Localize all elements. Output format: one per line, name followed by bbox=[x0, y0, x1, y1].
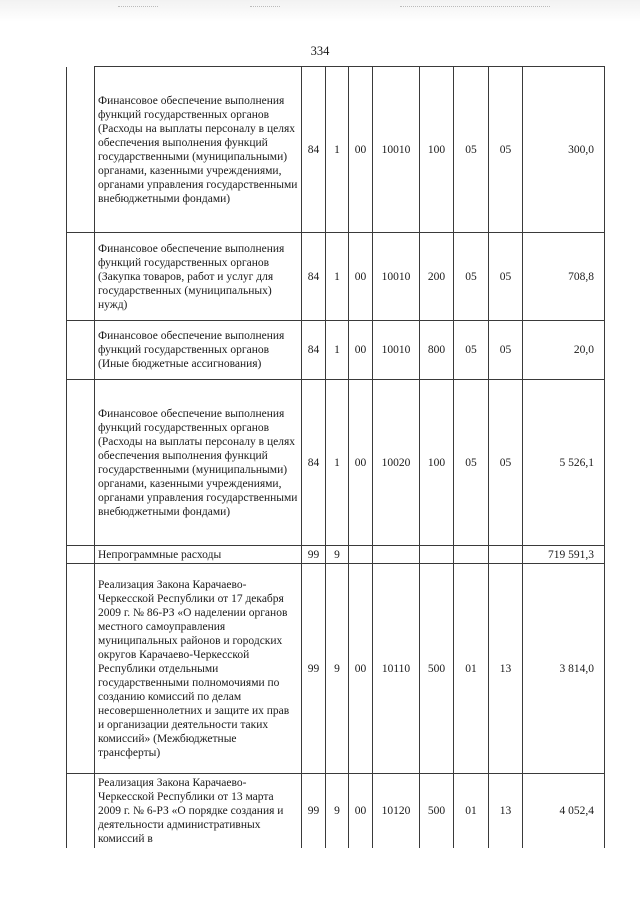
code-cell: 10110 bbox=[373, 564, 420, 774]
table-row bbox=[67, 67, 605, 233]
code-cell: 84 bbox=[302, 380, 326, 546]
code-cell: 100 bbox=[420, 67, 454, 233]
table-row bbox=[67, 546, 605, 564]
scan-noise bbox=[118, 6, 158, 10]
code-cell: 10120 bbox=[373, 774, 420, 848]
code-cell: 01 bbox=[454, 774, 489, 848]
code-cell: 84 bbox=[302, 321, 326, 380]
scan-edge bbox=[0, 0, 640, 22]
table-row bbox=[67, 774, 605, 848]
amount-cell: 719 591,3 bbox=[523, 546, 605, 564]
code-cell: 00 bbox=[349, 233, 373, 321]
code-cell bbox=[489, 546, 523, 564]
code-cell: 9 bbox=[326, 564, 349, 774]
amount-cell: 5 526,1 bbox=[523, 380, 605, 546]
code-cell bbox=[349, 546, 373, 564]
expense-name: Финансовое обеспечение выполнения функций государственных органов (Расходы на выплаты персоналу в целях обеспечения выполнения функций государственными (муниципальными) органами, казенными учреждениями, органами управления государственными внебюджетными фондами) bbox=[95, 67, 302, 233]
code-cell: 00 bbox=[349, 380, 373, 546]
amount-cell: 300,0 bbox=[523, 67, 605, 233]
expense-name: Реализация Закона Карачаево-Черкесской Республики от 17 декабря 2009 г. № 86-РЗ «О наделении органов местного самоуправления муниципальных районов и городских округов Карачаево-Черкесской Республики отдельными государственными полномочиями по созданию комиссий по делам несовершеннолетних и защите их прав и организации деятельности таких комиссий» (Межбюджетные трансферты) bbox=[95, 564, 302, 774]
code-cell: 10010 bbox=[373, 67, 420, 233]
code-cell: 84 bbox=[302, 67, 326, 233]
code-cell: 1 bbox=[326, 380, 349, 546]
empty-cell bbox=[67, 67, 95, 233]
table-row bbox=[67, 380, 605, 546]
code-cell: 13 bbox=[489, 774, 523, 848]
code-cell: 800 bbox=[420, 321, 454, 380]
code-cell: 00 bbox=[349, 321, 373, 380]
code-cell: 99 bbox=[302, 546, 326, 564]
code-cell: 1 bbox=[326, 67, 349, 233]
empty-cell bbox=[67, 380, 95, 546]
code-cell: 00 bbox=[349, 564, 373, 774]
expense-name: Финансовое обеспечение выполнения функций государственных органов (Закупка товаров, работ и услуг для государственных (муниципальных) нужд) bbox=[95, 233, 302, 321]
code-cell: 05 bbox=[454, 233, 489, 321]
table-row bbox=[67, 321, 605, 380]
code-cell: 05 bbox=[454, 67, 489, 233]
code-cell: 9 bbox=[326, 546, 349, 564]
code-cell: 05 bbox=[454, 380, 489, 546]
code-cell: 00 bbox=[349, 774, 373, 848]
code-cell: 99 bbox=[302, 564, 326, 774]
expense-name: Финансовое обеспечение выполнения функций государственных органов (Иные бюджетные ассигнования) bbox=[95, 321, 302, 380]
code-cell: 100 bbox=[420, 380, 454, 546]
code-cell: 500 bbox=[420, 774, 454, 848]
page-number: 334 bbox=[310, 44, 330, 58]
code-cell: 10010 bbox=[373, 233, 420, 321]
expense-name: Финансовое обеспечение выполнения функций государственных органов (Расходы на выплаты персоналу в целях обеспечения выполнения функций государственными (муниципальными) органами, казенными учреждениями, органами управления государственными внебюджетными фондами) bbox=[95, 380, 302, 546]
code-cell: 00 bbox=[349, 67, 373, 233]
code-cell: 10010 bbox=[373, 321, 420, 380]
empty-cell bbox=[67, 321, 95, 380]
empty-cell bbox=[67, 546, 95, 564]
empty-cell bbox=[67, 564, 95, 774]
amount-cell: 20,0 bbox=[523, 321, 605, 380]
code-cell: 84 bbox=[302, 233, 326, 321]
amount-cell: 3 814,0 bbox=[523, 564, 605, 774]
empty-cell bbox=[67, 233, 95, 321]
amount-cell: 708,8 bbox=[523, 233, 605, 321]
code-cell: 200 bbox=[420, 233, 454, 321]
amount-cell: 4 052,4 bbox=[523, 774, 605, 848]
code-cell: 01 bbox=[454, 564, 489, 774]
budget-table bbox=[66, 66, 605, 848]
code-cell: 500 bbox=[420, 564, 454, 774]
code-cell bbox=[454, 546, 489, 564]
code-cell: 10020 bbox=[373, 380, 420, 546]
table-row bbox=[67, 564, 605, 774]
scan-noise bbox=[400, 6, 550, 10]
code-cell: 1 bbox=[326, 321, 349, 380]
code-cell: 9 bbox=[326, 774, 349, 848]
scan-noise bbox=[250, 6, 280, 10]
code-cell bbox=[373, 546, 420, 564]
code-cell: 13 bbox=[489, 564, 523, 774]
expense-name: Непрограммные расходы bbox=[95, 546, 302, 564]
code-cell bbox=[420, 546, 454, 564]
code-cell: 05 bbox=[489, 233, 523, 321]
code-cell: 05 bbox=[489, 321, 523, 380]
code-cell: 05 bbox=[489, 67, 523, 233]
code-cell: 05 bbox=[489, 380, 523, 546]
code-cell: 05 bbox=[454, 321, 489, 380]
expense-name: Реализация Закона Карачаево-Черкесской Республики от 13 марта 2009 г. № 6-РЗ «О порядке создания и деятельности административных комиссий в bbox=[95, 774, 302, 848]
code-cell: 99 bbox=[302, 774, 326, 848]
table-row bbox=[67, 233, 605, 321]
code-cell: 1 bbox=[326, 233, 349, 321]
empty-cell bbox=[67, 774, 95, 848]
